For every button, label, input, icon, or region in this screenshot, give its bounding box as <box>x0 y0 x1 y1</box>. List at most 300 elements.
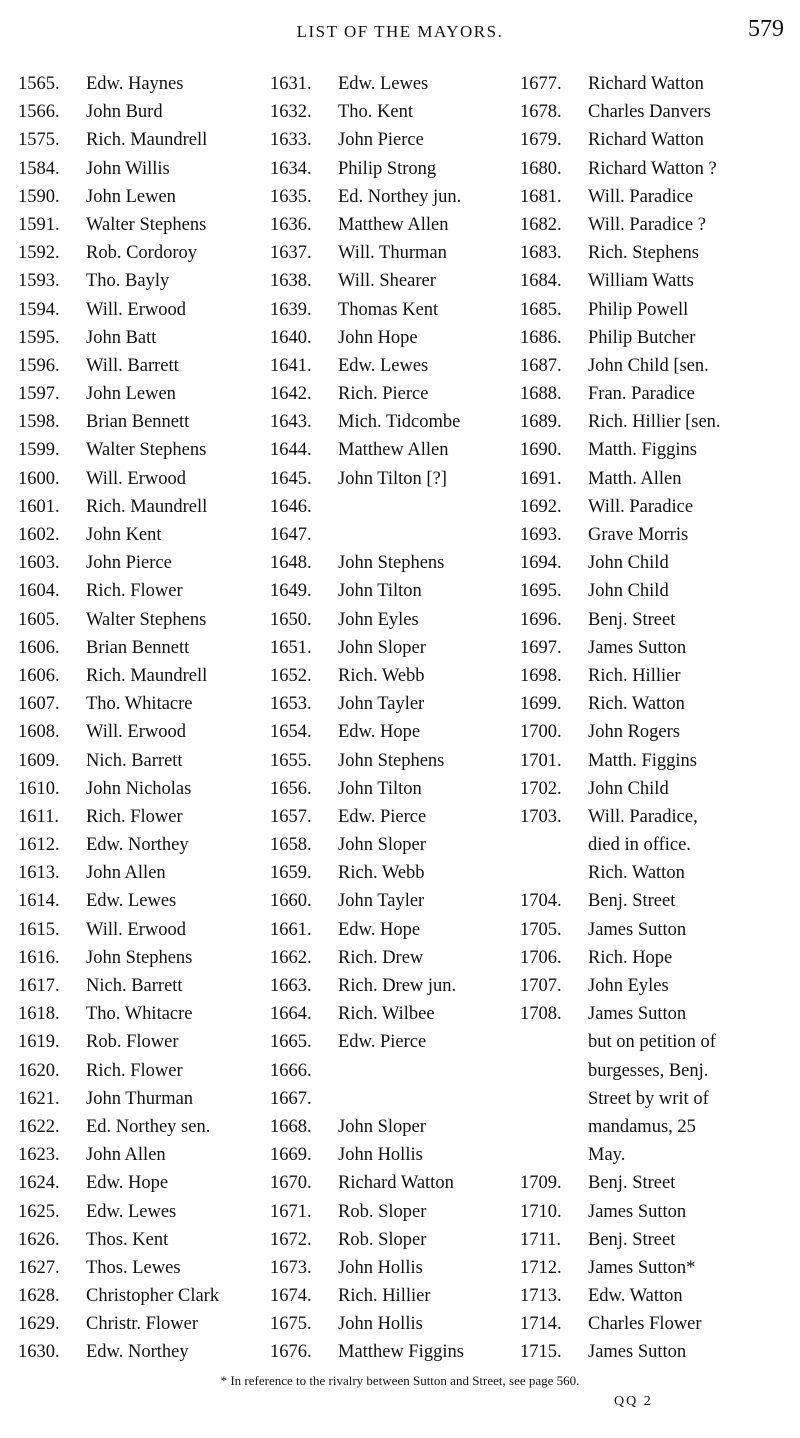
mayor-name: Brian Bennett <box>86 412 190 433</box>
mayor-year: 1626. <box>18 1229 60 1250</box>
page-header <box>0 16 800 50</box>
mayor-year: 1635. <box>270 186 312 207</box>
mayor-name: Rich. Flower <box>86 806 183 827</box>
mayor-year: 1683. <box>520 243 562 264</box>
mayor-name: Rich. Pierce <box>338 384 429 405</box>
mayor-entry <box>520 1169 795 1197</box>
mayor-year: 1600. <box>18 468 60 489</box>
mayor-entry <box>18 916 266 944</box>
mayor-name: Thomas Kent <box>338 299 439 320</box>
mayor-year: 1711. <box>520 1229 561 1250</box>
mayor-year: 1659. <box>270 863 312 884</box>
mayor-name: Richard Watton <box>338 1173 454 1194</box>
mayor-year: 1643. <box>270 412 312 433</box>
mayor-entry <box>520 183 795 211</box>
mayor-year: 1644. <box>270 440 312 461</box>
mayor-name: Edw. Hope <box>338 722 421 743</box>
mayor-entry <box>270 267 518 295</box>
mayor-entry <box>520 1028 795 1056</box>
mayor-entry <box>18 887 266 915</box>
mayor-year: 1648. <box>270 553 312 574</box>
mayor-name: Rich. Stephens <box>588 243 699 264</box>
mayor-name: Will. Shearer <box>338 271 436 292</box>
mayor-entry <box>520 803 795 831</box>
mayor-entry <box>18 324 266 352</box>
mayor-year: 1598. <box>18 412 60 433</box>
mayor-name: Christr. Flower <box>86 1314 199 1335</box>
mayor-name: Will. Thurman <box>338 243 447 264</box>
mayor-name: Benj. Street <box>588 1229 676 1250</box>
mayor-entry <box>270 606 518 634</box>
mayor-entry <box>520 1282 795 1310</box>
mayor-name: Matth. Figgins <box>588 440 697 461</box>
mayor-entry <box>520 1338 795 1366</box>
mayor-name: died in office. <box>588 835 691 856</box>
mayor-year: 1618. <box>18 1004 60 1025</box>
mayor-year: 1705. <box>520 919 562 940</box>
mayor-entry <box>270 296 518 324</box>
mayor-entry <box>520 831 795 859</box>
mayor-year: 1612. <box>18 835 60 856</box>
mayor-entry <box>520 1141 795 1169</box>
mayor-entry <box>270 690 518 718</box>
mayor-name: John Batt <box>86 327 157 348</box>
mayor-entry <box>270 944 518 972</box>
mayor-entry <box>520 972 795 1000</box>
mayor-year: 1640. <box>270 327 312 348</box>
mayor-year: 1686. <box>520 327 562 348</box>
mayor-year: 1584. <box>18 158 60 179</box>
mayor-entry <box>520 1198 795 1226</box>
mayor-column-3 <box>520 70 795 1367</box>
mayor-name: Christopher Clark <box>86 1286 220 1307</box>
mayor-year: 1597. <box>18 384 60 405</box>
mayor-entry <box>520 324 795 352</box>
mayor-year: 1620. <box>18 1060 60 1081</box>
mayor-entry <box>270 493 518 521</box>
mayor-year: 1676. <box>270 1342 312 1363</box>
mayor-year: 1708. <box>520 1004 562 1025</box>
mayor-entry <box>520 1000 795 1028</box>
mayor-name: Grave Morris <box>588 525 689 545</box>
mayor-name: Rich. Hillier [sen. <box>588 412 721 433</box>
mayor-entry <box>270 1028 518 1056</box>
mayor-name: John Allen <box>86 1145 166 1166</box>
mayor-entry <box>270 1000 518 1028</box>
mayor-entry <box>18 972 266 1000</box>
mayor-name: William Watts <box>588 271 694 292</box>
mayor-entry <box>18 859 266 887</box>
mayor-year: 1662. <box>270 947 312 968</box>
mayor-entry <box>270 211 518 239</box>
mayor-name: John Child <box>588 581 669 602</box>
mayor-year: 1712. <box>520 1257 562 1278</box>
mayor-entry <box>18 1310 266 1338</box>
mayor-entry <box>18 747 266 775</box>
mayor-name: Philip Powell <box>588 299 689 320</box>
mayor-name: Rich. Hillier <box>588 665 681 686</box>
mayor-year: 1700. <box>520 722 562 743</box>
mayor-year: 1658. <box>270 835 312 856</box>
mayor-year: 1690. <box>520 440 562 461</box>
mayor-year: 1651. <box>270 637 312 658</box>
mayor-entry <box>18 577 266 605</box>
mayor-year: 1621. <box>18 1088 60 1109</box>
mayor-entry <box>520 155 795 183</box>
mayor-name: Ed. Northey sen. <box>86 1116 211 1137</box>
mayor-name: but on petition of <box>588 1032 716 1053</box>
mayor-year: 1637. <box>270 243 312 264</box>
mayor-year: 1606. <box>18 637 60 658</box>
mayor-name: James Sutton <box>588 637 687 658</box>
mayor-year: 1607. <box>18 694 60 715</box>
mayor-entry <box>520 98 795 126</box>
footnote: * In reference to the rivalry between Sutton and Street, see page 560. <box>220 1373 580 1388</box>
mayor-year: 1696. <box>520 609 562 630</box>
mayor-entry <box>520 436 795 464</box>
mayor-year: 1642. <box>270 384 312 405</box>
mayor-entry <box>18 944 266 972</box>
mayor-entry <box>270 916 518 944</box>
mayor-name: John Child [sen. <box>588 355 709 376</box>
mayor-name: Tho. Kent <box>338 102 414 123</box>
mayor-year: 1605. <box>18 609 60 630</box>
mayor-name: Tho. Whitacre <box>86 1004 193 1025</box>
mayor-year: 1698. <box>520 665 562 686</box>
page-number: 579 <box>748 16 784 42</box>
mayor-entry <box>270 380 518 408</box>
mayor-entry <box>270 1141 518 1169</box>
mayor-name: Rich. Webb <box>338 863 425 884</box>
mayor-year: 1565. <box>18 74 60 94</box>
mayor-entry <box>520 1057 795 1085</box>
mayor-name: John Hollis <box>338 1257 423 1278</box>
mayor-entry <box>520 634 795 662</box>
mayor-year: 1636. <box>270 214 312 235</box>
mayor-name: Matthew Allen <box>338 440 449 461</box>
mayor-entry <box>18 1198 266 1226</box>
mayor-entry <box>270 887 518 915</box>
mayor-year: 1595. <box>18 327 60 348</box>
mayor-entry <box>520 521 795 549</box>
mayor-name: Rob. Flower <box>86 1032 179 1053</box>
mayor-name: Will. Erwood <box>86 919 186 940</box>
mayor-name: John Lewen <box>86 186 176 207</box>
mayor-year: 1638. <box>270 271 312 292</box>
mayor-name: Charles Flower <box>588 1314 702 1335</box>
mayor-name: Rich. Maundrell <box>86 665 208 686</box>
mayor-entry <box>18 352 266 380</box>
mayor-entry <box>520 1226 795 1254</box>
mayor-name: John Kent <box>86 525 162 545</box>
mayor-year: 1616. <box>18 947 60 968</box>
mayor-entry <box>270 775 518 803</box>
mayor-entry <box>270 239 518 267</box>
mayor-entry <box>270 1310 518 1338</box>
mayor-entry <box>270 1226 518 1254</box>
mayor-year: 1680. <box>520 158 562 179</box>
mayor-entry <box>270 70 518 98</box>
mayor-name: May. <box>588 1145 626 1166</box>
mayor-year: 1654. <box>270 722 312 743</box>
mayor-year: 1697. <box>520 637 562 658</box>
mayor-year: 1668. <box>270 1116 312 1137</box>
mayor-name: Brian Bennett <box>86 637 190 658</box>
mayor-name: John Tayler <box>338 891 425 912</box>
mayor-year: 1647. <box>270 525 312 545</box>
mayor-name: Fran. Paradice <box>588 384 695 405</box>
mayor-entry <box>270 183 518 211</box>
mayor-year: 1669. <box>270 1145 312 1166</box>
mayor-name: Edw. Lewes <box>86 1201 177 1222</box>
mayor-name: James Sutton* <box>588 1257 696 1278</box>
mayor-year: 1611. <box>18 806 59 827</box>
mayor-entry <box>520 690 795 718</box>
mayor-year: 1670. <box>270 1173 312 1194</box>
mayor-year: 1630. <box>18 1342 60 1363</box>
mayor-entry <box>270 465 518 493</box>
mayor-name: burgesses, Benj. <box>588 1060 709 1081</box>
mayor-year: 1645. <box>270 468 312 489</box>
mayor-year: 1650. <box>270 609 312 630</box>
mayor-name: Will. Erwood <box>86 468 186 489</box>
mayor-entry <box>520 1254 795 1282</box>
mayor-name: John Hollis <box>338 1314 423 1335</box>
mayor-entry <box>18 408 266 436</box>
mayor-year: 1689. <box>520 412 562 433</box>
mayor-entry <box>270 1282 518 1310</box>
mayor-entry <box>520 267 795 295</box>
mayor-name: Matth. Figgins <box>588 750 697 771</box>
mayor-entry <box>18 1141 266 1169</box>
mayor-year: 1603. <box>18 553 60 574</box>
mayor-name: Rich. Webb <box>338 665 425 686</box>
mayor-name: Rob. Sloper <box>338 1229 427 1250</box>
mayor-year: 1604. <box>18 581 60 602</box>
mayor-name: Richard Watton ? <box>588 158 717 179</box>
mayor-entry <box>18 634 266 662</box>
mayor-entry <box>520 859 795 887</box>
mayor-entry <box>18 465 266 493</box>
mayor-name: John Eyles <box>338 609 419 630</box>
mayor-year: 1623. <box>18 1145 60 1166</box>
mayor-name: John Stephens <box>338 553 445 574</box>
mayor-name: Edw. Northey <box>86 1342 189 1363</box>
mayor-name: Rich. Watton <box>588 694 685 715</box>
mayor-entry <box>270 1057 518 1085</box>
mayor-year: 1684. <box>520 271 562 292</box>
mayor-year: 1590. <box>18 186 60 207</box>
mayor-name: Matthew Allen <box>338 214 449 235</box>
mayor-year: 1664. <box>270 1004 312 1025</box>
mayor-year: 1593. <box>18 271 60 292</box>
mayor-name: John Burd <box>86 102 163 123</box>
mayor-year: 1714. <box>520 1314 562 1335</box>
mayor-year: 1609. <box>18 750 60 771</box>
mayor-entry <box>270 126 518 154</box>
mayor-name: John Child <box>588 778 669 799</box>
mayor-name: Tho. Whitacre <box>86 694 193 715</box>
mayor-entry <box>520 549 795 577</box>
mayor-year: 1617. <box>18 976 60 996</box>
mayor-name: John Tilton <box>338 581 422 602</box>
mayor-entry <box>270 1113 518 1141</box>
mayor-year: 1677. <box>520 74 562 94</box>
mayor-year: 1681. <box>520 186 562 207</box>
mayor-entry <box>270 324 518 352</box>
mayor-name: Rich. Maundrell <box>86 130 208 151</box>
mayor-year: 1688. <box>520 384 562 405</box>
mayor-entry <box>18 70 266 98</box>
mayor-year: 1674. <box>270 1286 312 1307</box>
mayor-year: 1687. <box>520 355 562 376</box>
mayor-name: Walter Stephens <box>86 214 207 235</box>
mayor-name: Ed. Northey jun. <box>338 186 462 207</box>
mayor-entry <box>18 296 266 324</box>
mayor-name: John Thurman <box>86 1088 194 1109</box>
mayor-name: Walter Stephens <box>86 440 207 461</box>
mayor-entry <box>18 1282 266 1310</box>
mayor-entry <box>520 775 795 803</box>
printer-signature: QQ 2 <box>614 1394 653 1409</box>
mayor-year: 1619. <box>18 1032 60 1053</box>
mayor-name: John Nicholas <box>86 778 192 799</box>
mayor-year: 1614. <box>18 891 60 912</box>
mayor-year: 1672. <box>270 1229 312 1250</box>
mayor-year: 1701. <box>520 750 562 771</box>
mayor-entry <box>520 747 795 775</box>
mayor-year: 1666. <box>270 1060 312 1081</box>
mayor-entry <box>270 577 518 605</box>
mayor-year: 1678. <box>520 102 562 123</box>
mayor-year: 1602. <box>18 525 60 545</box>
mayor-entry <box>270 859 518 887</box>
mayor-year: 1693. <box>520 525 562 545</box>
mayor-name: John Hollis <box>338 1145 423 1166</box>
mayor-name: mandamus, 25 <box>588 1116 696 1137</box>
mayor-name: Thos. Kent <box>86 1229 169 1250</box>
mayor-name: Edw. Watton <box>588 1286 683 1307</box>
mayor-year: 1622. <box>18 1116 60 1137</box>
mayor-name: Tho. Bayly <box>86 271 170 292</box>
mayor-year: 1713. <box>520 1286 562 1307</box>
mayor-name: Will. Barrett <box>86 355 179 376</box>
mayor-year: 1599. <box>18 440 60 461</box>
mayor-year: 1625. <box>18 1201 60 1222</box>
mayor-entry <box>270 747 518 775</box>
mayor-entry <box>270 155 518 183</box>
mayor-entry <box>18 1028 266 1056</box>
mayor-entry <box>520 887 795 915</box>
mayor-name: Edw. Pierce <box>338 1032 427 1053</box>
mayor-name: Benj. Street <box>588 891 676 912</box>
mayor-entry <box>520 380 795 408</box>
mayor-entry <box>18 521 266 549</box>
mayor-year: 1613. <box>18 863 60 884</box>
mayor-name: James Sutton <box>588 1201 687 1222</box>
mayor-name: Rich. Drew jun. <box>338 976 457 996</box>
mayor-column-2 <box>270 70 518 1367</box>
mayor-year: 1592. <box>18 243 60 264</box>
mayor-year: 1703. <box>520 806 562 827</box>
mayor-entry <box>520 606 795 634</box>
mayor-name: Nich. Barrett <box>86 976 183 996</box>
mayor-year: 1657. <box>270 806 312 827</box>
mayor-year: 1652. <box>270 665 312 686</box>
mayor-name: John Sloper <box>338 835 426 856</box>
mayor-entry <box>520 296 795 324</box>
mayor-entry <box>520 493 795 521</box>
mayor-name: Edw. Haynes <box>86 74 184 94</box>
mayor-name: Benj. Street <box>588 1173 676 1194</box>
mayor-name: Edw. Pierce <box>338 806 427 827</box>
mayor-entry <box>520 916 795 944</box>
mayor-entry <box>18 183 266 211</box>
mayor-year: 1671. <box>270 1201 312 1222</box>
mayor-name: Matth. Allen <box>588 468 682 489</box>
mayor-name: John Pierce <box>338 130 424 151</box>
mayor-name: Street by writ of <box>588 1088 709 1109</box>
mayor-year: 1601. <box>18 496 60 517</box>
mayor-entry <box>270 634 518 662</box>
mayor-entry <box>270 1169 518 1197</box>
page-title: LIST OF THE MAYORS. <box>296 22 504 41</box>
mayor-name: John Hope <box>338 327 418 348</box>
mayor-name: John Tilton [?] <box>338 468 447 489</box>
mayor-entry <box>270 98 518 126</box>
mayor-year: 1710. <box>520 1201 562 1222</box>
mayor-name: John Willis <box>86 158 170 179</box>
mayor-year: 1629. <box>18 1314 60 1335</box>
mayor-entry <box>520 1310 795 1338</box>
mayor-entry <box>18 267 266 295</box>
mayor-column-1 <box>18 70 266 1367</box>
mayor-year: 1653. <box>270 694 312 715</box>
mayor-entry <box>18 662 266 690</box>
mayor-entry <box>520 577 795 605</box>
mayor-name: Rich. Drew <box>338 947 424 968</box>
mayor-entry <box>18 1226 266 1254</box>
mayor-year: 1667. <box>270 1088 312 1109</box>
mayor-entry <box>18 1057 266 1085</box>
mayor-entry <box>270 1085 518 1113</box>
mayor-year: 1679. <box>520 130 562 151</box>
mayor-year: 1594. <box>18 299 60 320</box>
mayor-entry <box>270 972 518 1000</box>
mayor-entry <box>18 1254 266 1282</box>
mayor-name: Will. Paradice <box>588 186 694 207</box>
mayor-year: 1673. <box>270 1257 312 1278</box>
mayor-entry <box>18 155 266 183</box>
mayor-entry <box>520 1113 795 1141</box>
mayor-entry <box>18 211 266 239</box>
mayor-entry <box>18 436 266 464</box>
mayor-name: Edw. Northey <box>86 835 189 856</box>
mayor-entry <box>270 549 518 577</box>
mayor-year: 1649. <box>270 581 312 602</box>
mayor-entry <box>270 521 518 549</box>
mayor-entry <box>520 239 795 267</box>
mayor-entry <box>520 1085 795 1113</box>
mayor-name: James Sutton <box>588 1342 687 1363</box>
mayor-name: Nich. Barrett <box>86 750 183 771</box>
mayor-name: John Child <box>588 553 669 574</box>
mayor-entry <box>18 606 266 634</box>
mayor-year: 1665. <box>270 1032 312 1053</box>
mayor-year: 1656. <box>270 778 312 799</box>
mayor-entry <box>18 493 266 521</box>
mayor-entry <box>18 690 266 718</box>
